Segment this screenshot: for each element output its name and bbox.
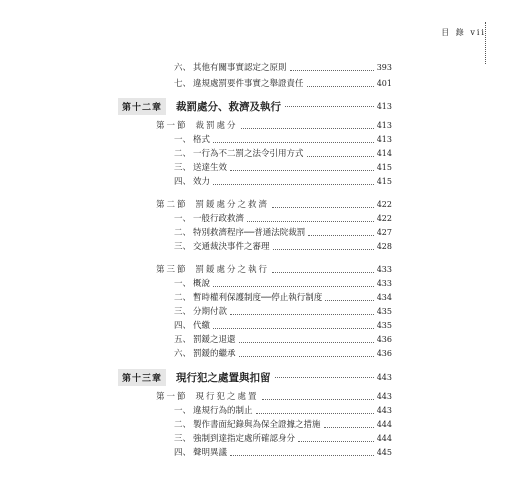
leader-dots bbox=[262, 399, 374, 400]
leader-dots bbox=[230, 455, 374, 456]
entry-number: 三、 bbox=[174, 307, 192, 317]
page-number: 427 bbox=[376, 228, 392, 237]
leader-dots bbox=[307, 86, 374, 87]
entry-number: 三、 bbox=[174, 163, 192, 173]
entry-title: 強制到達指定處所確認身分 bbox=[193, 434, 296, 444]
page-number: 428 bbox=[376, 242, 392, 251]
page-number: 422 bbox=[376, 200, 392, 209]
toc-item[interactable] bbox=[174, 162, 392, 174]
header-title: 目 錄 vii bbox=[441, 28, 486, 37]
page-number: 444 bbox=[376, 434, 392, 443]
entry-title: 罰鍰之退還 bbox=[193, 335, 236, 345]
toc-section[interactable] bbox=[156, 391, 392, 403]
chapter-title: 裁罰處分、救濟及執行 bbox=[176, 100, 282, 113]
entry-number: 五、 bbox=[174, 335, 192, 345]
entry-number: 四、 bbox=[174, 448, 192, 458]
page-number: 444 bbox=[376, 420, 392, 429]
entry-number: 第三節 bbox=[156, 265, 188, 275]
page-number: 413 bbox=[376, 101, 392, 111]
toc-item[interactable] bbox=[174, 78, 392, 90]
entry-number: 第二節 bbox=[156, 200, 188, 210]
entry-number: 二、 bbox=[174, 149, 192, 159]
page-number: 443 bbox=[376, 406, 392, 415]
leader-dots bbox=[213, 142, 374, 143]
entry-number: 一、 bbox=[174, 279, 192, 289]
entry-title: 分期付款 bbox=[193, 307, 228, 317]
page-number: 443 bbox=[376, 392, 392, 401]
entry-title: 概說 bbox=[193, 279, 211, 289]
entry-number: 一、 bbox=[174, 214, 192, 224]
entry-title: 特別救濟程序──普通法院裁罰 bbox=[193, 228, 306, 238]
leader-dots bbox=[239, 342, 374, 343]
toc-item[interactable] bbox=[174, 278, 392, 290]
toc-item[interactable] bbox=[174, 334, 392, 346]
chapter-number: 第十二章 bbox=[118, 98, 166, 115]
toc-section[interactable] bbox=[156, 264, 392, 276]
entry-number: 二、 bbox=[174, 420, 192, 430]
page-number: 393 bbox=[376, 63, 392, 72]
toc-item[interactable] bbox=[174, 447, 392, 459]
toc-item[interactable] bbox=[174, 241, 392, 253]
toc-item[interactable] bbox=[174, 176, 392, 188]
toc-item[interactable] bbox=[174, 405, 392, 417]
entry-title: 格式 bbox=[193, 135, 211, 145]
entry-title: 暫時權利保護制度──停止執行制度 bbox=[193, 293, 323, 303]
entry-title: 罰鍰的繼承 bbox=[193, 349, 236, 359]
leader-dots bbox=[247, 221, 374, 222]
leader-dots bbox=[324, 427, 374, 428]
page-number: 415 bbox=[376, 163, 392, 172]
leader-dots bbox=[213, 328, 374, 329]
toc-item[interactable] bbox=[174, 62, 392, 74]
chapter-title: 現行犯之處置與扣留 bbox=[176, 371, 271, 384]
leader-dots bbox=[241, 128, 374, 129]
toc-item[interactable] bbox=[174, 320, 392, 332]
entry-number: 二、 bbox=[174, 228, 192, 238]
entry-number: 三、 bbox=[174, 242, 192, 252]
entry-number: 一、 bbox=[174, 406, 192, 416]
leader-dots bbox=[230, 314, 374, 315]
toc-chapter[interactable] bbox=[118, 369, 392, 385]
entry-number: 四、 bbox=[174, 321, 192, 331]
entry-title: 製作書面紀錄與為保全證據之措施 bbox=[193, 420, 321, 430]
toc-item[interactable] bbox=[174, 292, 392, 304]
entry-number: 第一節 bbox=[156, 392, 188, 402]
page-number: 414 bbox=[376, 149, 392, 158]
toc-chapter[interactable] bbox=[118, 98, 392, 114]
entry-number: 二、 bbox=[174, 293, 192, 303]
leader-dots bbox=[285, 105, 374, 107]
leader-dots bbox=[272, 207, 374, 208]
page-number: 436 bbox=[376, 349, 392, 358]
entry-title: 違規處罰要件事實之舉證責任 bbox=[193, 79, 304, 89]
toc-item[interactable] bbox=[174, 419, 392, 431]
toc-item[interactable] bbox=[174, 227, 392, 239]
entry-title: 送達生效 bbox=[193, 163, 228, 173]
page-header bbox=[0, 22, 520, 42]
entry-number: 六、 bbox=[174, 63, 192, 73]
page-number: 436 bbox=[376, 335, 392, 344]
page-number: 413 bbox=[376, 135, 392, 144]
entry-title: 聲明異議 bbox=[193, 448, 228, 458]
entry-title: 代繳 bbox=[193, 321, 211, 331]
page-number: 433 bbox=[376, 265, 392, 274]
page-number: 443 bbox=[376, 372, 392, 382]
entry-title: 裁罰處分 bbox=[195, 121, 238, 131]
leader-dots bbox=[230, 170, 374, 171]
toc-section[interactable] bbox=[156, 199, 392, 211]
entry-number: 第一節 bbox=[156, 121, 188, 131]
leader-dots bbox=[307, 156, 374, 157]
leader-dots bbox=[273, 249, 374, 250]
toc-section[interactable] bbox=[156, 120, 392, 132]
leader-dots bbox=[213, 184, 374, 185]
entry-number: 三、 bbox=[174, 434, 192, 444]
entry-title: 罰鍰處分之執行 bbox=[195, 265, 270, 275]
page-number: 401 bbox=[376, 79, 392, 88]
page-number: 413 bbox=[376, 121, 392, 130]
entry-title: 其他有關事實認定之原則 bbox=[193, 63, 287, 73]
entry-title: 一般行政救濟 bbox=[193, 214, 245, 224]
entry-title: 效力 bbox=[193, 177, 211, 187]
toc-item[interactable] bbox=[174, 306, 392, 318]
page-number: 435 bbox=[376, 321, 392, 330]
entry-title: 現行犯之處置 bbox=[195, 392, 259, 402]
chapter-number: 第十三章 bbox=[118, 369, 166, 386]
entry-title: 一行為不二罰之法令引用方式 bbox=[193, 149, 304, 159]
page-number: 415 bbox=[376, 177, 392, 186]
entry-title: 罰鍰處分之救濟 bbox=[195, 200, 270, 210]
toc-item[interactable] bbox=[174, 148, 392, 160]
leader-dots bbox=[298, 441, 374, 442]
toc-item[interactable] bbox=[174, 433, 392, 445]
leader-dots bbox=[239, 356, 374, 357]
leader-dots bbox=[290, 70, 374, 71]
leader-dots bbox=[308, 235, 373, 236]
entry-title: 交通裁決事件之審理 bbox=[193, 242, 270, 252]
leader-dots bbox=[213, 286, 374, 287]
entry-number: 七、 bbox=[174, 79, 192, 89]
page-number: 435 bbox=[376, 307, 392, 316]
leader-dots bbox=[256, 413, 374, 414]
entry-title: 違規行為的制止 bbox=[193, 406, 253, 416]
toc-item[interactable] bbox=[174, 134, 392, 146]
page-number: 434 bbox=[376, 293, 392, 302]
entry-number: 一、 bbox=[174, 135, 192, 145]
toc-item[interactable] bbox=[174, 348, 392, 360]
page-number: 433 bbox=[376, 279, 392, 288]
leader-dots bbox=[275, 376, 374, 378]
page-number: 422 bbox=[376, 214, 392, 223]
entry-number: 四、 bbox=[174, 177, 192, 187]
page-number: 445 bbox=[376, 448, 392, 457]
leader-dots bbox=[272, 272, 374, 273]
entry-number: 六、 bbox=[174, 349, 192, 359]
leader-dots bbox=[325, 300, 373, 301]
toc-item[interactable] bbox=[174, 213, 392, 225]
